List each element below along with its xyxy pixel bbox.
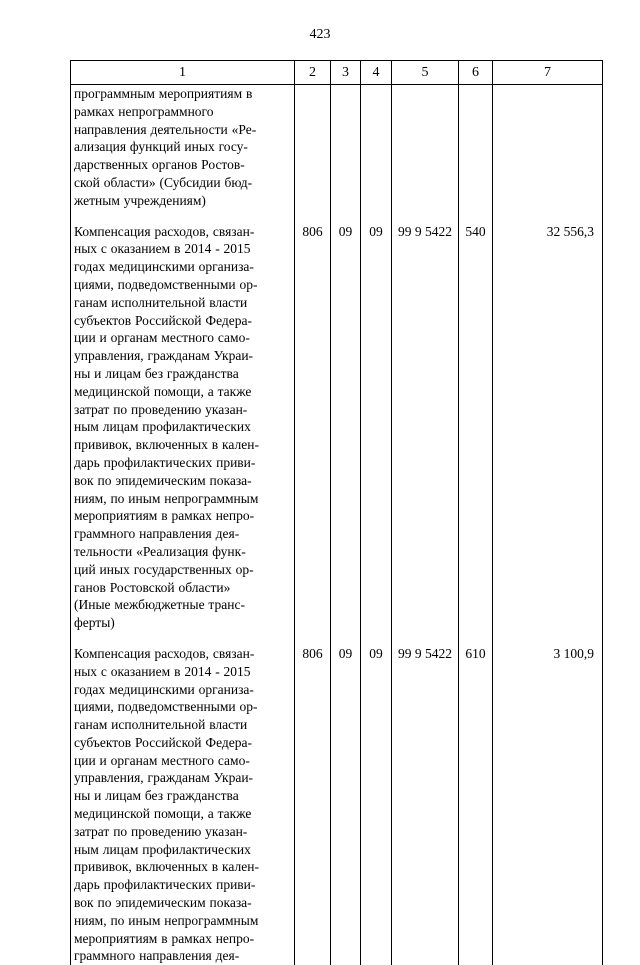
cell-expense-type: 610 [459, 645, 493, 965]
description-line: управления, гражданам Украи- [74, 769, 291, 787]
spacer-cell [331, 632, 361, 645]
description-line: Компенсация расходов, связан- [74, 645, 291, 663]
row-spacer [71, 632, 603, 645]
description-line: затрат по проведению указан- [74, 401, 291, 419]
description-line: ганов Ростовской области» [74, 579, 291, 597]
cell-target-article: 99 9 5422 [392, 223, 459, 632]
description-line: ниям, по иным непрограммным [74, 490, 291, 508]
description-line: Компенсация расходов, связан- [74, 223, 291, 241]
spacer-cell [493, 210, 603, 223]
table-row [71, 645, 603, 965]
description-line: ных с оказанием в 2014 - 2015 [74, 240, 291, 258]
description-line: дарь профилактических приви- [74, 876, 291, 894]
cell-section [331, 85, 361, 210]
table-row [71, 85, 603, 210]
description-line: вок по эпидемическим показа- [74, 472, 291, 490]
page-number: 423 [0, 27, 640, 43]
header-col-7: 7 [493, 61, 603, 85]
spacer-cell [493, 632, 603, 645]
spacer-cell [71, 210, 295, 223]
description-line: годах медицинскими организа- [74, 681, 291, 699]
cell-target-article: 99 9 5422 [392, 645, 459, 965]
description-line: жетным учреждениям) [74, 192, 291, 210]
table-row [71, 223, 603, 632]
description-line: годах медицинскими организа- [74, 258, 291, 276]
description-line: циями, подведомственными ор- [74, 276, 291, 294]
table-body [71, 85, 603, 965]
description-line: ных с оказанием в 2014 - 2015 [74, 663, 291, 681]
description-line: управления, гражданам Украи- [74, 347, 291, 365]
cell-amount [493, 85, 603, 210]
description-line: прививок, включенных в кален- [74, 436, 291, 454]
description-line: дарственных органов Ростов- [74, 156, 291, 174]
spacer-cell [459, 210, 493, 223]
cell-subsection: 09 [361, 223, 392, 632]
cell-target-article [392, 85, 459, 210]
header-col-4: 4 [361, 61, 392, 85]
header-col-2: 2 [295, 61, 331, 85]
cell-section: 09 [331, 645, 361, 965]
row-spacer [71, 210, 603, 223]
description-line: ниям, по иным непрограммным [74, 912, 291, 930]
description-line: ны и лицам без гражданства [74, 787, 291, 805]
cell-expense-type [459, 85, 493, 210]
description-line: ализация функций иных госу- [74, 138, 291, 156]
cell-amount: 3 100,9 [493, 645, 603, 965]
description-line: ции и органам местного само- [74, 329, 291, 347]
description-line: субъектов Российской Федера- [74, 734, 291, 752]
description-line: тельности «Реализация функ- [74, 543, 291, 561]
spacer-cell [392, 632, 459, 645]
description-line: вок по эпидемическим показа- [74, 894, 291, 912]
header-col-5: 5 [392, 61, 459, 85]
cell-description [71, 85, 295, 210]
spacer-cell [71, 632, 295, 645]
description-line: ций иных государственных ор- [74, 561, 291, 579]
description-line: медицинской помощи, а также [74, 383, 291, 401]
spacer-cell [331, 210, 361, 223]
description-line: рамках непрограммного [74, 103, 291, 121]
spacer-cell [295, 210, 331, 223]
spacer-cell [459, 632, 493, 645]
cell-ministry: 806 [295, 645, 331, 965]
spacer-cell [361, 632, 392, 645]
description-line: затрат по проведению указан- [74, 823, 291, 841]
header-row [71, 61, 603, 85]
description-line: ным лицам профилактических [74, 841, 291, 859]
cell-description [71, 645, 295, 965]
cell-section: 09 [331, 223, 361, 632]
spacer-cell [295, 632, 331, 645]
description-line: ны и лицам без гражданства [74, 365, 291, 383]
header-col-1: 1 [71, 61, 295, 85]
spacer-cell [392, 210, 459, 223]
description-line: мероприятиям в рамках непро- [74, 507, 291, 525]
cell-description [71, 223, 295, 632]
description-line: ганам исполнительной власти [74, 294, 291, 312]
header-col-3: 3 [331, 61, 361, 85]
description-line: (Иные межбюджетные транс- [74, 596, 291, 614]
description-line: направления деятельности «Ре- [74, 121, 291, 139]
description-line: программным мероприятиям в [74, 85, 291, 103]
description-line: ферты) [74, 614, 291, 632]
cell-ministry: 806 [295, 223, 331, 632]
cell-expense-type: 540 [459, 223, 493, 632]
description-line: дарь профилактических приви- [74, 454, 291, 472]
cell-ministry [295, 85, 331, 210]
cell-amount: 32 556,3 [493, 223, 603, 632]
description-line: субъектов Российской Федера- [74, 312, 291, 330]
description-line: граммного направления дея- [74, 525, 291, 543]
description-line: ской области» (Субсидии бюд- [74, 174, 291, 192]
description-line: граммного направления дея- [74, 947, 291, 965]
description-line: ции и органам местного само- [74, 752, 291, 770]
spacer-cell [361, 210, 392, 223]
budget-table [70, 60, 603, 965]
description-line: ганам исполнительной власти [74, 716, 291, 734]
cell-subsection: 09 [361, 645, 392, 965]
table-header [71, 61, 603, 85]
header-col-6: 6 [459, 61, 493, 85]
description-line: мероприятиям в рамках непро- [74, 930, 291, 948]
description-line: ным лицам профилактических [74, 418, 291, 436]
description-line: циями, подведомственными ор- [74, 698, 291, 716]
cell-subsection [361, 85, 392, 210]
description-line: прививок, включенных в кален- [74, 858, 291, 876]
description-line: медицинской помощи, а также [74, 805, 291, 823]
